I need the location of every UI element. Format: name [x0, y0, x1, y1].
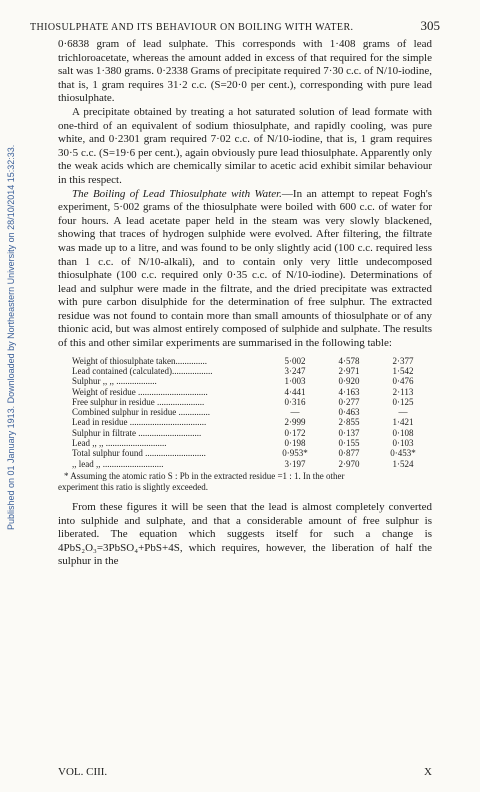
cell-value: 0·453*: [390, 448, 416, 459]
row-label: Sulphur in filtrate ............................: [72, 427, 202, 438]
cell-value: 0·137: [338, 427, 360, 438]
paragraph-1: 0·6838 gram of lead sulphate. This corresponds with 1·408 grams of lead trichloroacetate, whereas the amount added in excess of that required for the simple salt was 1·380 grams. 0·2338 Grams of precipitate required 7·30 c.c. of N/10-iodine, that is, 1 gram requires 31·2 c.c. (S=20·0 per cent.), corresponding with pure lead thiosulphate.: [58, 38, 432, 105]
table-row: [72, 397, 430, 407]
results-table: [72, 356, 430, 469]
cell-value: 2·113: [392, 386, 414, 397]
row-label: Lead in residue ..................................: [72, 417, 207, 428]
paragraph-2: A precipitate obtained by treating a hot saturated solution of lead formate with one-third of an equivalent of sodium thiosulphate, and rapidly cooling, was pure white, and 0·2301 gram required 7·02 c.c. of N/10-iodine, that is, 1 gram requires 30·5 c.c. (S=19·6 per cent.), again obviously pure lead thiosulphate. Apparently only the weak acids which are chemically similar to acetic acid exhibit similar behaviour in this respect.: [58, 105, 432, 186]
cell-value: 1·542: [392, 365, 414, 376]
cell-value: 1·003: [284, 376, 306, 387]
section-heading: The Boiling of Lead Thiosulphate with Water.: [72, 187, 282, 200]
cell-value: 0·953*: [282, 448, 308, 459]
row-label: Lead contained (calculated)..................: [72, 365, 213, 376]
table-row: [72, 387, 430, 397]
row-label: Sulphur ,, ,, ..................: [72, 376, 157, 387]
download-margin-note: [6, 60, 20, 530]
cell-value: 0·108: [392, 427, 414, 438]
article-body: [58, 38, 432, 569]
cell-value: 0·476: [392, 376, 414, 387]
cell-value: 4·578: [338, 355, 360, 366]
cell-value: —: [290, 407, 300, 418]
cell-value: 0·920: [338, 376, 360, 387]
table-footnote: [58, 471, 432, 493]
cell-value: 0·316: [284, 396, 306, 407]
cell-value: 0·172: [284, 427, 306, 438]
row-label: ,, lead ,, ...........................: [72, 458, 164, 469]
table-row: [72, 448, 430, 458]
paragraph-4: From these figures it will be seen that the lead is almost completely converted into sulphide and sulphate, and that a considerable amount of free sulphur is liberated. The equation which suggests itself for such a change is 4PbS₂O₃=3PbSO₄+PbS+4S, which requires, however, the liberation of half the sulphur in the: [58, 500, 432, 568]
cell-value: 0·277: [338, 396, 360, 407]
cell-value: 4·441: [284, 386, 306, 397]
cell-value: —: [398, 407, 408, 418]
signature-mark: X: [424, 766, 432, 778]
cell-value: 4·163: [338, 386, 360, 397]
cell-value: 1·524: [392, 458, 414, 469]
cell-value: 2·971: [338, 365, 360, 376]
table-row: [72, 438, 430, 448]
page-footer: [58, 766, 432, 778]
table-row: [72, 459, 430, 469]
cell-value: 0·463: [338, 407, 360, 418]
row-label: Combined sulphur in residue ..............: [72, 407, 210, 418]
row-label: Weight of residue ...............................: [72, 386, 208, 397]
cell-value: 0·125: [392, 396, 414, 407]
cell-value: 0·198: [284, 438, 306, 449]
volume-label: VOL. CIII.: [58, 766, 108, 778]
row-label: Lead ,, ,, ...........................: [72, 438, 167, 449]
cell-value: 1·421: [392, 417, 414, 428]
row-label: Total sulphur found ...........................: [72, 448, 206, 459]
cell-value: 2·377: [392, 355, 414, 366]
cell-value: 2·970: [338, 458, 360, 469]
cell-value: 5·002: [284, 355, 306, 366]
table-row: [72, 356, 430, 366]
cell-value: 2·855: [338, 417, 360, 428]
paragraph-3: [58, 188, 432, 351]
table-row: [72, 407, 430, 417]
download-notice-text: Published on 01 January 1913. Downloaded by Northeastern University on 28/10/2014 15:32:33.: [6, 144, 16, 530]
cell-value: 0·103: [392, 438, 414, 449]
cell-value: 3·197: [284, 458, 306, 469]
table-row: [72, 417, 430, 427]
cell-value: 3·247: [284, 365, 306, 376]
table-row: [72, 428, 430, 438]
page-header: [30, 18, 440, 34]
cell-value: 0·877: [338, 448, 360, 459]
running-head: THIOSULPHATE AND ITS BEHAVIOUR ON BOILING WITH WATER.: [30, 22, 354, 33]
paragraph-3-text: —In an attempt to repeat Fogh's experiment, 5·002 grams of the thiosulphate were boiled with 600 c.c. of water for four hours. A lead acetate paper held in the steam was very slowly blackened, showing that traces of hydrogen sulphide were evolved. After filtering, the filtrate was made up to a litre, and was found to be only slightly acid (100 c.c. required less than 1 c.c. of N/10-alkali), and to contain only very little undecomposed thiosulphate (100 c.c. required only 0·35 c.c. of N/10-iodine). Determinations of lead and sulphur were made in the filtrate, and the dried precipitate was extracted with pure carbon disulphide for the determination of free sulphur. The extracted residue was not found to contain more than small amounts of thiosulphate or of any thionic acid, but was almost entirely composed of sulphide and sulphate. The results of this and other similar experiments are summarised in the following table:: [58, 187, 432, 350]
table-row: [72, 366, 430, 376]
row-label: Free sulphur in residue .....................: [72, 396, 205, 407]
cell-value: 0·155: [338, 438, 360, 449]
cell-value: 2·999: [284, 417, 306, 428]
footnote-line: experiment this ratio is slightly exceeded.: [58, 481, 208, 492]
table-row: [72, 376, 430, 386]
page-number: 305: [420, 18, 440, 33]
row-label: Weight of thiosulphate taken..............: [72, 355, 207, 366]
footnote-line: * Assuming the atomic ratio S : Pb in the extracted residue =1 : 1. In the other: [64, 470, 345, 481]
